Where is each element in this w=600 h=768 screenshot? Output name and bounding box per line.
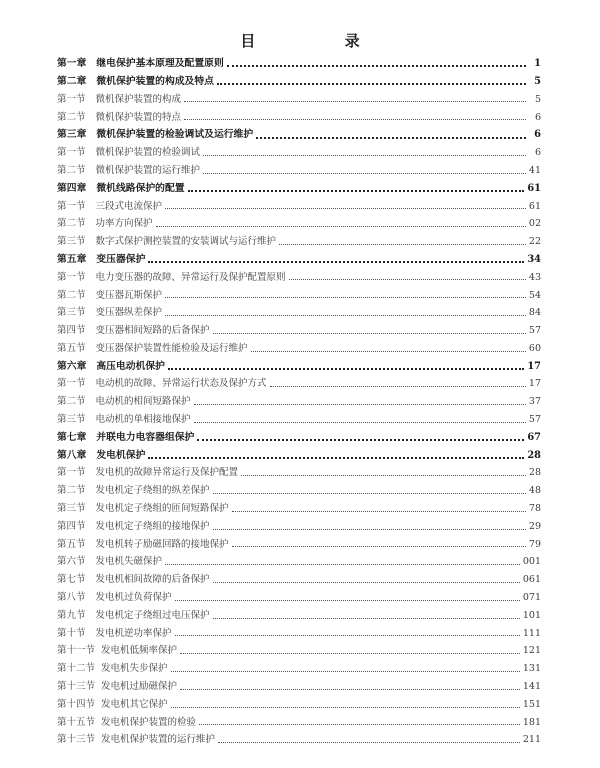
toc-page-number: 78 bbox=[528, 503, 541, 515]
toc-entry-title: 发电机过励磁保护 bbox=[101, 681, 178, 693]
toc-section-row[interactable] bbox=[57, 411, 541, 429]
dot-leader bbox=[256, 136, 526, 139]
toc-entry-number: 第二节 bbox=[57, 164, 86, 176]
dot-leader bbox=[165, 207, 526, 209]
toc-entry-number: 第二节 bbox=[57, 485, 86, 497]
toc-entry-number: 第二节 bbox=[57, 289, 86, 301]
dot-leader bbox=[217, 82, 526, 85]
toc-page-number: 67 bbox=[527, 431, 541, 443]
toc-section-row[interactable] bbox=[57, 108, 541, 126]
toc-entry-number: 第二节 bbox=[57, 218, 86, 230]
toc-entry-number: 第八节 bbox=[57, 592, 86, 604]
toc-entry-title: 并联电力电容器组保护 bbox=[96, 431, 195, 443]
toc-chapter-row[interactable] bbox=[57, 358, 541, 376]
toc-page-number: 84 bbox=[528, 307, 541, 319]
toc-page-number: 141 bbox=[522, 681, 541, 693]
toc-entry-number: 第一节 bbox=[57, 200, 86, 212]
toc-entry-title: 电力变压器的故障、异常运行及保护配置原则 bbox=[95, 271, 286, 283]
dot-leader bbox=[165, 296, 526, 298]
toc-entry-number: 第一章 bbox=[57, 58, 87, 69]
dot-leader bbox=[194, 403, 526, 405]
dot-leader bbox=[175, 634, 520, 636]
toc-entry-number: 第八章 bbox=[57, 449, 87, 461]
toc-entry-title: 功率方向保护 bbox=[95, 218, 153, 230]
toc-section-row[interactable] bbox=[57, 589, 541, 607]
toc-entry-number: 第十三节 bbox=[57, 681, 96, 693]
toc-chapter-row[interactable] bbox=[57, 73, 541, 91]
page-title: 目 录 bbox=[240, 32, 402, 50]
toc-section-row[interactable] bbox=[57, 162, 541, 180]
toc-page-number: 29 bbox=[528, 520, 541, 532]
toc-entry-number: 第三节 bbox=[57, 414, 86, 426]
toc-page-number: 61 bbox=[528, 200, 541, 212]
toc-section-row[interactable] bbox=[57, 215, 541, 233]
toc-entry-title: 发电机转子励磁回路的接地保护 bbox=[95, 538, 229, 550]
dot-leader bbox=[213, 492, 526, 494]
dot-leader bbox=[188, 189, 525, 192]
toc-entry-number: 第三节 bbox=[57, 307, 86, 319]
toc-section-row[interactable] bbox=[57, 500, 541, 518]
toc-section-row[interactable] bbox=[57, 660, 541, 678]
toc-section-row[interactable] bbox=[57, 571, 541, 589]
toc-page-number: 131 bbox=[522, 663, 541, 675]
toc-page-number: 061 bbox=[522, 574, 541, 586]
dot-leader bbox=[241, 474, 526, 476]
toc-entry-number: 第五节 bbox=[57, 342, 86, 354]
toc-section-row[interactable] bbox=[57, 696, 541, 714]
toc-section-row[interactable] bbox=[57, 322, 541, 340]
dot-leader bbox=[289, 278, 526, 280]
dot-leader bbox=[165, 563, 520, 565]
toc-entry-number: 第五章 bbox=[57, 253, 87, 265]
toc-chapter-row[interactable] bbox=[57, 180, 541, 198]
dot-leader bbox=[232, 510, 526, 512]
dot-leader bbox=[171, 706, 520, 708]
toc-entry-title: 发电机定子绕组的纵差保护 bbox=[95, 485, 210, 497]
toc-entry-title: 继电保护基本原理及配置原则 bbox=[96, 58, 224, 69]
toc-entry-number: 第十三节 bbox=[57, 734, 96, 746]
dot-leader bbox=[213, 332, 526, 334]
dot-leader bbox=[232, 545, 526, 547]
toc-entry-title: 变压器瓦斯保护 bbox=[95, 289, 163, 301]
dot-leader bbox=[180, 688, 520, 690]
toc-entry-title: 变压器保护 bbox=[96, 253, 146, 265]
dot-leader bbox=[218, 741, 520, 743]
toc-entry-title: 电动机的故障、异常运行状态及保护方式 bbox=[95, 378, 267, 390]
dot-leader bbox=[199, 723, 520, 725]
toc-entry-number: 第一节 bbox=[57, 467, 86, 479]
toc-entry-title: 发电机定子绕组过电压保护 bbox=[95, 609, 210, 621]
toc-section-row[interactable] bbox=[57, 304, 541, 322]
toc-entry-number: 第五节 bbox=[57, 538, 86, 550]
toc-entry-title: 发电机失磁保护 bbox=[95, 556, 163, 568]
toc-entry-title: 发电机相间故障的后备保护 bbox=[95, 574, 210, 586]
toc-page-number: 001 bbox=[522, 556, 541, 568]
toc-entry-number: 第四节 bbox=[57, 325, 86, 337]
toc-page-number: 54 bbox=[528, 289, 541, 301]
toc-page-number: 111 bbox=[522, 627, 541, 639]
toc-entry-number: 第七节 bbox=[57, 574, 86, 586]
dot-leader bbox=[194, 421, 526, 423]
toc-page-number: 22 bbox=[528, 236, 541, 248]
toc-entry-title: 电动机的相间短路保护 bbox=[95, 396, 191, 408]
toc-page-number: 41 bbox=[528, 164, 541, 176]
dot-leader bbox=[203, 172, 526, 174]
toc-entry-title: 微机保护装置的检验调试 bbox=[95, 147, 201, 159]
dot-leader bbox=[184, 100, 526, 102]
toc-entry-title: 微机保护装置的运行维护 bbox=[95, 164, 201, 176]
toc-page-number: 101 bbox=[522, 609, 541, 621]
toc-entry-number: 第十节 bbox=[57, 627, 86, 639]
toc-entry-number: 第一节 bbox=[57, 147, 86, 159]
toc-entry-title: 数字式保护测控装置的安装调试与运行维护 bbox=[95, 236, 277, 248]
toc-chapter-row[interactable] bbox=[57, 126, 541, 144]
toc-entry-number: 第三章 bbox=[57, 129, 87, 141]
toc-entry-title: 微机保护装置的构成及特点 bbox=[96, 75, 214, 87]
toc-page-number: 57 bbox=[528, 414, 541, 426]
dot-leader bbox=[175, 599, 520, 601]
toc-section-row[interactable] bbox=[57, 713, 541, 731]
toc-page-number: 48 bbox=[528, 485, 541, 497]
toc-entry-title: 微机保护装置的构成 bbox=[95, 93, 182, 105]
toc-entry-title: 发电机失步保护 bbox=[101, 663, 168, 675]
toc-entry-title: 发电机低频率保护 bbox=[101, 645, 178, 657]
toc-section-row[interactable] bbox=[57, 642, 541, 660]
toc-entry-number: 第二节 bbox=[57, 111, 86, 123]
toc-page-number: 071 bbox=[522, 592, 541, 604]
toc-section-row[interactable] bbox=[57, 607, 541, 625]
toc-section-row[interactable] bbox=[57, 482, 541, 500]
toc-entry-title: 发电机保护装置的检验 bbox=[101, 716, 197, 728]
dot-leader bbox=[213, 581, 520, 583]
toc-section-row[interactable] bbox=[57, 269, 541, 287]
toc-entry-number: 第一节 bbox=[57, 271, 86, 283]
toc-chapter-row[interactable] bbox=[57, 429, 541, 447]
dot-leader bbox=[180, 652, 520, 654]
dot-leader bbox=[148, 456, 524, 459]
toc-entry-title: 变压器保护装置性能检验及运行维护 bbox=[95, 342, 248, 354]
toc-entry-title: 微机保护装置的特点 bbox=[95, 111, 182, 123]
toc-page-number: 43 bbox=[528, 271, 541, 283]
toc-page-number: 60 bbox=[528, 342, 541, 354]
toc-entry-number: 第二章 bbox=[57, 75, 87, 87]
toc-section-row[interactable] bbox=[57, 731, 541, 749]
toc-entry-title: 变压器纵差保护 bbox=[95, 307, 163, 319]
toc-page-number: 28 bbox=[528, 467, 541, 479]
dot-leader bbox=[197, 438, 524, 441]
toc-section-row[interactable] bbox=[57, 91, 541, 109]
toc-section-row[interactable] bbox=[57, 625, 541, 643]
toc-page-number: 37 bbox=[528, 396, 541, 408]
toc-page-number: 57 bbox=[528, 325, 541, 337]
toc-page-number: 1 bbox=[534, 58, 541, 69]
dot-leader bbox=[203, 154, 526, 156]
dot-leader bbox=[213, 617, 520, 619]
toc-entry-title: 电动机的单相接地保护 bbox=[95, 414, 191, 426]
toc-entry-number: 第四章 bbox=[57, 182, 87, 194]
toc-entry-title: 发电机定子绕组的接地保护 bbox=[95, 520, 210, 532]
toc-entry-title: 发电机保护装置的运行维护 bbox=[101, 734, 216, 746]
toc-entry-number: 第七章 bbox=[57, 431, 87, 443]
toc-section-row[interactable] bbox=[57, 286, 541, 304]
toc-entry-number: 第一节 bbox=[57, 93, 86, 105]
toc-entry-title: 发电机的故障异常运行及保护配置 bbox=[95, 467, 239, 479]
toc-section-row[interactable] bbox=[57, 464, 541, 482]
toc-entry-title: 发电机过负荷保护 bbox=[95, 592, 172, 604]
toc-entry-title: 发电机定子绕组的匝间短路保护 bbox=[95, 503, 229, 515]
toc-chapter-row[interactable] bbox=[57, 447, 541, 465]
dot-leader bbox=[251, 350, 526, 352]
toc-entry-number: 第三节 bbox=[57, 236, 86, 248]
toc-page-number: 17 bbox=[527, 360, 541, 372]
toc-page-number: 6 bbox=[534, 111, 541, 123]
toc-section-row[interactable] bbox=[57, 233, 541, 251]
toc-entry-number: 第十一节 bbox=[57, 645, 96, 657]
toc-section-row[interactable] bbox=[57, 553, 541, 571]
dot-leader bbox=[270, 385, 526, 387]
toc-page-number: 34 bbox=[527, 253, 541, 265]
toc-entry-number: 第十二节 bbox=[57, 663, 96, 675]
toc-entry-number: 第三节 bbox=[57, 503, 86, 515]
toc-chapter-row[interactable] bbox=[57, 251, 541, 269]
toc-entry-number: 第十四节 bbox=[57, 698, 96, 710]
toc-entry-title: 微机线路保护的配置 bbox=[96, 182, 185, 194]
table-of-contents bbox=[57, 55, 541, 749]
toc-entry-number: 第六节 bbox=[57, 556, 86, 568]
toc-page-number: 121 bbox=[522, 645, 541, 657]
toc-entry-number: 第十五节 bbox=[57, 716, 96, 728]
toc-section-row[interactable] bbox=[57, 144, 541, 162]
toc-entry-number: 第四节 bbox=[57, 520, 86, 532]
dot-leader bbox=[227, 64, 526, 67]
toc-page-number: 5 bbox=[534, 75, 541, 87]
dot-leader bbox=[213, 528, 526, 530]
toc-page-number: 151 bbox=[522, 698, 541, 710]
toc-section-row[interactable] bbox=[57, 375, 541, 393]
toc-entry-title: 高压电动机保护 bbox=[96, 360, 165, 372]
dot-leader bbox=[171, 670, 520, 672]
toc-page-number: 5 bbox=[534, 93, 541, 105]
toc-entry-number: 第二节 bbox=[57, 396, 86, 408]
dot-leader bbox=[279, 243, 526, 245]
toc-entry-title: 三段式电流保护 bbox=[95, 200, 163, 212]
toc-page-number: 28 bbox=[527, 449, 541, 461]
toc-entry-title: 发电机逆功率保护 bbox=[95, 627, 172, 639]
dot-leader bbox=[184, 118, 526, 120]
toc-entry-title: 发电机其它保护 bbox=[101, 698, 168, 710]
toc-page-number: 17 bbox=[528, 378, 541, 390]
toc-page-number: 02 bbox=[528, 218, 541, 230]
toc-entry-number: 第九节 bbox=[57, 609, 86, 621]
toc-section-row[interactable] bbox=[57, 536, 541, 554]
toc-page-number: 6 bbox=[534, 129, 541, 141]
toc-section-row[interactable] bbox=[57, 393, 541, 411]
toc-section-row[interactable] bbox=[57, 197, 541, 215]
toc-page-number: 211 bbox=[522, 734, 541, 746]
toc-entry-title: 微机保护装置的检验调试及运行维护 bbox=[96, 129, 254, 141]
toc-entry-number: 第一节 bbox=[57, 378, 86, 390]
toc-entry-number: 第六章 bbox=[57, 360, 87, 372]
toc-page-number: 181 bbox=[522, 716, 541, 728]
toc-chapter-row[interactable] bbox=[57, 55, 541, 73]
toc-section-row[interactable] bbox=[57, 518, 541, 536]
toc-section-row[interactable] bbox=[57, 678, 541, 696]
toc-page-number: 61 bbox=[527, 182, 541, 194]
toc-entry-title: 变压器相间短路的后备保护 bbox=[95, 325, 210, 337]
toc-entry-title: 发电机保护 bbox=[96, 449, 146, 461]
dot-leader bbox=[148, 260, 524, 263]
toc-page-number: 79 bbox=[528, 538, 541, 550]
dot-leader bbox=[165, 314, 526, 316]
toc-section-row[interactable] bbox=[57, 340, 541, 358]
dot-leader bbox=[168, 367, 524, 370]
dot-leader bbox=[156, 225, 526, 227]
toc-page-number: 6 bbox=[534, 147, 541, 159]
